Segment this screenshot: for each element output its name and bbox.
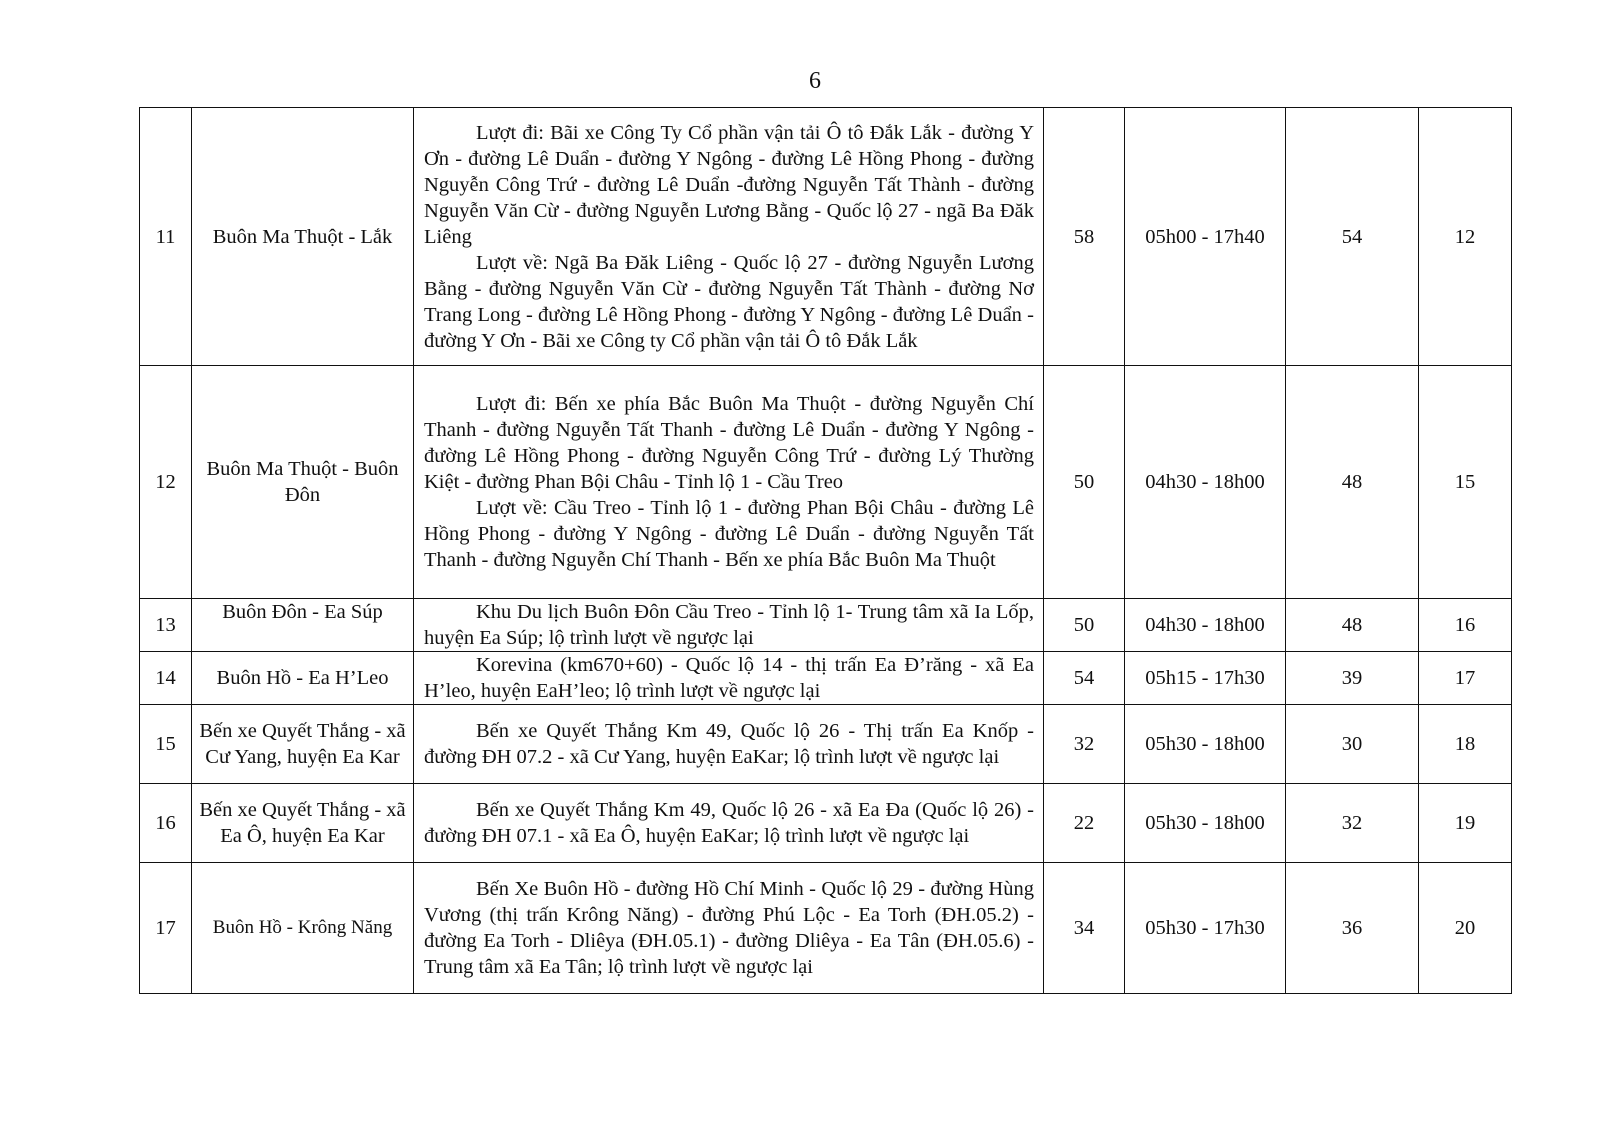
route-description bbox=[414, 784, 1044, 863]
table-row bbox=[140, 599, 1512, 652]
row-number: 14 bbox=[140, 652, 192, 705]
route-name: Buôn Hồ - Ea H’Leo bbox=[192, 652, 414, 705]
route-name: Buôn Hồ - Krông Năng bbox=[192, 863, 414, 994]
row-number: 15 bbox=[140, 705, 192, 784]
bus-route-table bbox=[139, 107, 1512, 994]
trip-interval: 20 bbox=[1419, 863, 1512, 994]
route-description bbox=[414, 705, 1044, 784]
operating-hours: 05h30 - 18h00 bbox=[1125, 705, 1286, 784]
trip-interval: 16 bbox=[1419, 599, 1512, 652]
table-row bbox=[140, 366, 1512, 599]
route-description bbox=[414, 599, 1044, 652]
route-outbound: Bến xe Quyết Thắng Km 49, Quốc lộ 26 - Thị trấn Ea Knốp - đường ĐH 07.2 - xã Cư Yang, huyện EaKar; lộ trình lượt về ngược lại bbox=[424, 720, 1034, 768]
page-number: 6 bbox=[809, 68, 821, 94]
operating-hours: 04h30 - 18h00 bbox=[1125, 366, 1286, 599]
trip-interval: 18 bbox=[1419, 705, 1512, 784]
route-distance: 54 bbox=[1044, 652, 1125, 705]
table-row bbox=[140, 705, 1512, 784]
operating-hours: 05h00 - 17h40 bbox=[1125, 108, 1286, 366]
route-distance: 32 bbox=[1044, 705, 1125, 784]
operating-hours: 05h15 - 17h30 bbox=[1125, 652, 1286, 705]
route-name: Buôn Ma Thuột - Buôn Đôn bbox=[192, 366, 414, 599]
route-description bbox=[414, 652, 1044, 705]
table-row bbox=[140, 652, 1512, 705]
trip-count: 48 bbox=[1286, 599, 1419, 652]
trip-count: 36 bbox=[1286, 863, 1419, 994]
operating-hours: 05h30 - 18h00 bbox=[1125, 784, 1286, 863]
route-outbound: Lượt đi: Bến xe phía Bắc Buôn Ma Thuột - đường Nguyễn Chí Thanh - đường Nguyễn Tất Thanh - đường Lê Duẩn - đường Y Ngông - đường Lê Hồng Phong - đường Nguyễn Công Trứ - đường Lý Thường Kiệt - đường Phan Bội Châu - Tỉnh lộ 1 - Cầu Treo bbox=[424, 393, 1034, 493]
route-description bbox=[414, 108, 1044, 366]
trip-count: 32 bbox=[1286, 784, 1419, 863]
row-number: 11 bbox=[140, 108, 192, 366]
route-outbound: Lượt đi: Bãi xe Công Ty Cổ phần vận tải Ô tô Đắk Lắk - đường Y Ơn - đường Lê Duẩn - đường Y Ngông - đường Lê Hồng Phong - đường Nguyễn Công Trứ - đường Lê Duẩn -đường Nguyễn Tất Thành - đường Nguyễn Văn Cừ - đường Nguyễn Lương Bằng - Quốc lộ 27 - ngã Ba Đăk Liêng bbox=[424, 121, 1034, 248]
route-distance: 22 bbox=[1044, 784, 1125, 863]
route-return: Lượt về: Cầu Treo - Tỉnh lộ 1 - đường Phan Bội Châu - đường Lê Hồng Phong - đường Y Ngông - đường Lê Duẩn - đường Nguyễn Tất Thanh - đường Nguyễn Chí Thanh - Bến xe phía Bắc Buôn Ma Thuột bbox=[424, 497, 1034, 571]
route-distance: 50 bbox=[1044, 366, 1125, 599]
route-name: Bến xe Quyết Thắng - xã Cư Yang, huyện Ea Kar bbox=[192, 705, 414, 784]
route-description bbox=[414, 863, 1044, 994]
trip-count: 48 bbox=[1286, 366, 1419, 599]
trip-count: 30 bbox=[1286, 705, 1419, 784]
table-row bbox=[140, 863, 1512, 994]
row-number: 13 bbox=[140, 599, 192, 652]
row-number: 12 bbox=[140, 366, 192, 599]
trip-interval: 12 bbox=[1419, 108, 1512, 366]
trip-interval: 15 bbox=[1419, 366, 1512, 599]
route-distance: 50 bbox=[1044, 599, 1125, 652]
route-outbound: Bến xe Quyết Thắng Km 49, Quốc lộ 26 - xã Ea Đa (Quốc lộ 26) - đường ĐH 07.1 - xã Ea Ô, huyện EaKar; lộ trình lượt về ngược lại bbox=[424, 799, 1034, 847]
route-distance: 58 bbox=[1044, 108, 1125, 366]
route-distance: 34 bbox=[1044, 863, 1125, 994]
route-description bbox=[414, 366, 1044, 599]
route-name: Bến xe Quyết Thắng - xã Ea Ô, huyện Ea Kar bbox=[192, 784, 414, 863]
table-row bbox=[140, 108, 1512, 366]
route-outbound: Korevina (km670+60) - Quốc lộ 14 - thị trấn Ea Đ’răng - xã Ea H’leo, huyện EaH’leo; lộ trình lượt về ngược lại bbox=[424, 654, 1034, 702]
row-number: 17 bbox=[140, 863, 192, 994]
operating-hours: 04h30 - 18h00 bbox=[1125, 599, 1286, 652]
operating-hours: 05h30 - 17h30 bbox=[1125, 863, 1286, 994]
trip-interval: 19 bbox=[1419, 784, 1512, 863]
trip-interval: 17 bbox=[1419, 652, 1512, 705]
route-name: Buôn Đôn - Ea Súp bbox=[192, 599, 414, 652]
route-name: Buôn Ma Thuột - Lắk bbox=[192, 108, 414, 366]
route-outbound: Bến Xe Buôn Hồ - đường Hồ Chí Minh - Quốc lộ 29 - đường Hùng Vương (thị trấn Krông Năng) - đường Phú Lộc - Ea Torh (ĐH.05.2) - đường Ea Torh - Dliêya (ĐH.05.1) - đường Dliêya - Ea Tân (ĐH.05.6) - Trung tâm xã Ea Tân; lộ trình lượt về ngược lại bbox=[424, 878, 1034, 978]
row-number: 16 bbox=[140, 784, 192, 863]
route-return: Lượt về: Ngã Ba Đăk Liêng - Quốc lộ 27 - đường Nguyễn Lương Bằng - đường Nguyễn Văn Cừ - đường Nguyễn Tất Thành - đường Nơ Trang Long - đường Lê Hồng Phong - đường Y Ngông - đường Lê Duẩn - đường Y Ơn - Bãi xe Công ty Cổ phần vận tải Ô tô Đắk Lắk bbox=[424, 251, 1034, 352]
table-row bbox=[140, 784, 1512, 863]
trip-count: 39 bbox=[1286, 652, 1419, 705]
route-outbound: Khu Du lịch Buôn Đôn Cầu Treo - Tỉnh lộ 1- Trung tâm xã Ia Lốp, huyện Ea Súp; lộ trình lượt về ngược lại bbox=[424, 601, 1034, 649]
trip-count: 54 bbox=[1286, 108, 1419, 366]
